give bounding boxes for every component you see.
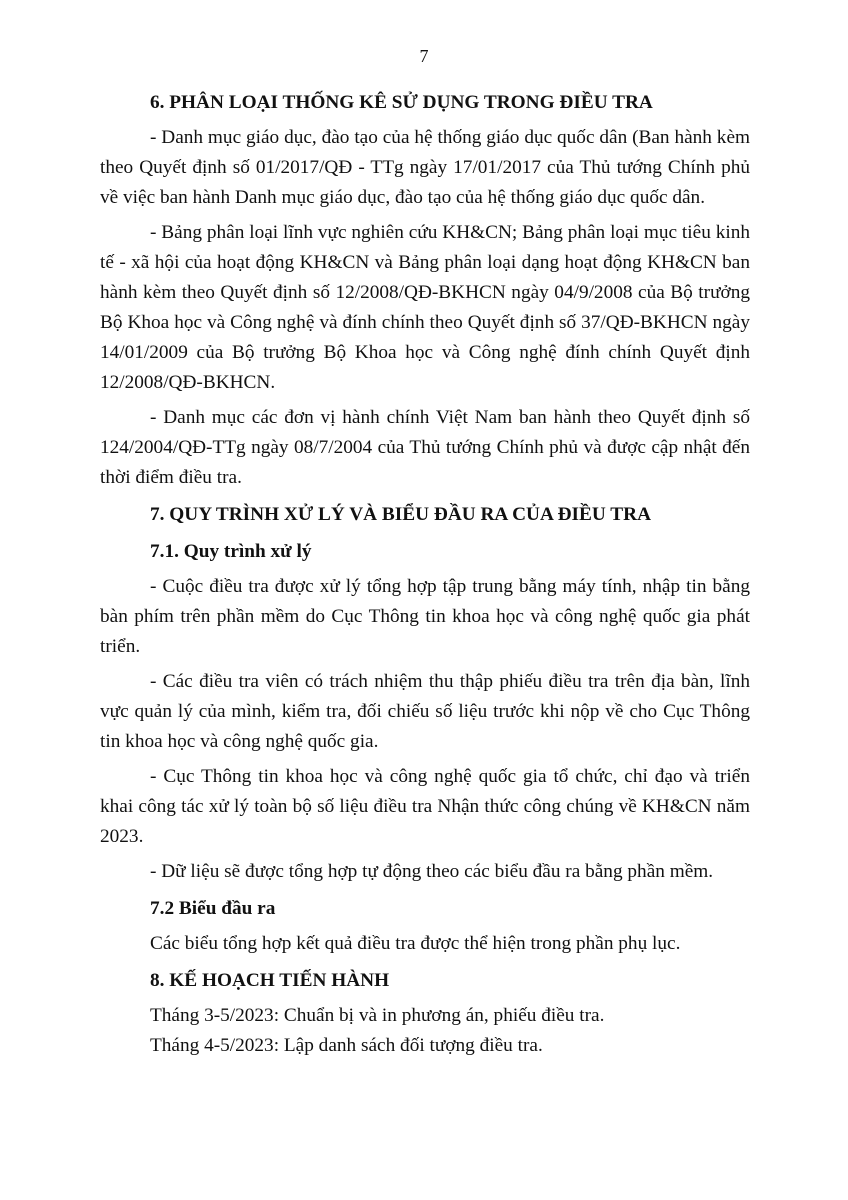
section-8-line-2: Tháng 4-5/2023: Lập danh sách đối tượng điều tra.: [150, 1035, 543, 1056]
section-7-1-paragraph-3: - Cục Thông tin khoa học và công nghệ quốc gia tổ chức, chỉ đạo và triển khai công tác xử lý toàn bộ số liệu điều tra Nhận thức công chúng về KH&CN năm 2023.: [100, 766, 750, 847]
section-6-paragraph-3: - Danh mục các đơn vị hành chính Việt Nam ban hành theo Quyết định số 124/2004/QĐ-TTg ngày 08/7/2004 của Thủ tướng Chính phủ và được cập nhật đến thời điểm điều tra.: [100, 407, 750, 488]
section-7-heading: 7. QUY TRÌNH XỬ LÝ VÀ BIỂU ĐẦU RA CỦA ĐIỀU TRA: [150, 504, 652, 525]
section-6-paragraph-2: - Bảng phân loại lĩnh vực nghiên cứu KH&CN; Bảng phân loại mục tiêu kinh tế - xã hội của hoạt động KH&CN và Bảng phân loại dạng hoạt động KH&CN ban hành kèm theo Quyết định số 12/2008/QĐ-BKHCN ngày 04/9/2008 của Bộ trưởng Bộ Khoa học và Công nghệ và đính chính theo Quyết định số 37/QĐ-BKHCN ngày 14/01/2009 của Bộ trưởng Bộ Khoa học và Công nghệ đính chính Quyết định 12/2008/QĐ-BKHCN.: [100, 222, 750, 393]
section-7-1-paragraph-4: - Dữ liệu sẽ được tổng hợp tự động theo các biểu đầu ra bằng phần mềm.: [150, 861, 714, 882]
section-7-1-paragraph-1: - Cuộc điều tra được xử lý tổng hợp tập trung bằng máy tính, nhập tin bằng bàn phím trên phần mềm do Cục Thông tin khoa học và công nghệ quốc gia phát triển.: [100, 576, 750, 657]
document-body: [100, 86, 750, 1061]
section-8-heading: 8. KẾ HOẠCH TIẾN HÀNH: [150, 970, 390, 991]
section-7-2-paragraph-1: Các biểu tổng hợp kết quả điều tra được thể hiện trong phần phụ lục.: [150, 933, 681, 954]
section-8-line-1: Tháng 3-5/2023: Chuẩn bị và in phương án, phiếu điều tra.: [150, 1005, 605, 1026]
section-6-paragraph-1: - Danh mục giáo dục, đào tạo của hệ thống giáo dục quốc dân (Ban hành kèm theo Quyết định số 01/2017/QĐ - TTg ngày 17/01/2017 của Thủ tướng Chính phủ về việc ban hành Danh mục giáo dục, đào tạo của hệ thống giáo dục quốc dân.: [100, 127, 750, 208]
page-number: 7: [419, 46, 429, 66]
section-7-1-heading: 7.1. Quy trình xử lý: [150, 541, 312, 562]
section-7-1-paragraph-2: - Các điều tra viên có trách nhiệm thu thập phiếu điều tra trên địa bàn, lĩnh vực quản lý của mình, kiểm tra, đối chiếu số liệu trước khi nộp về cho Cục Thông tin khoa học và công nghệ quốc gia.: [100, 671, 750, 752]
section-7-2-heading: 7.2 Biểu đầu ra: [150, 898, 276, 919]
section-6-heading: 6. PHÂN LOẠI THỐNG KÊ SỬ DỤNG TRONG ĐIỀU TRA: [150, 92, 653, 113]
